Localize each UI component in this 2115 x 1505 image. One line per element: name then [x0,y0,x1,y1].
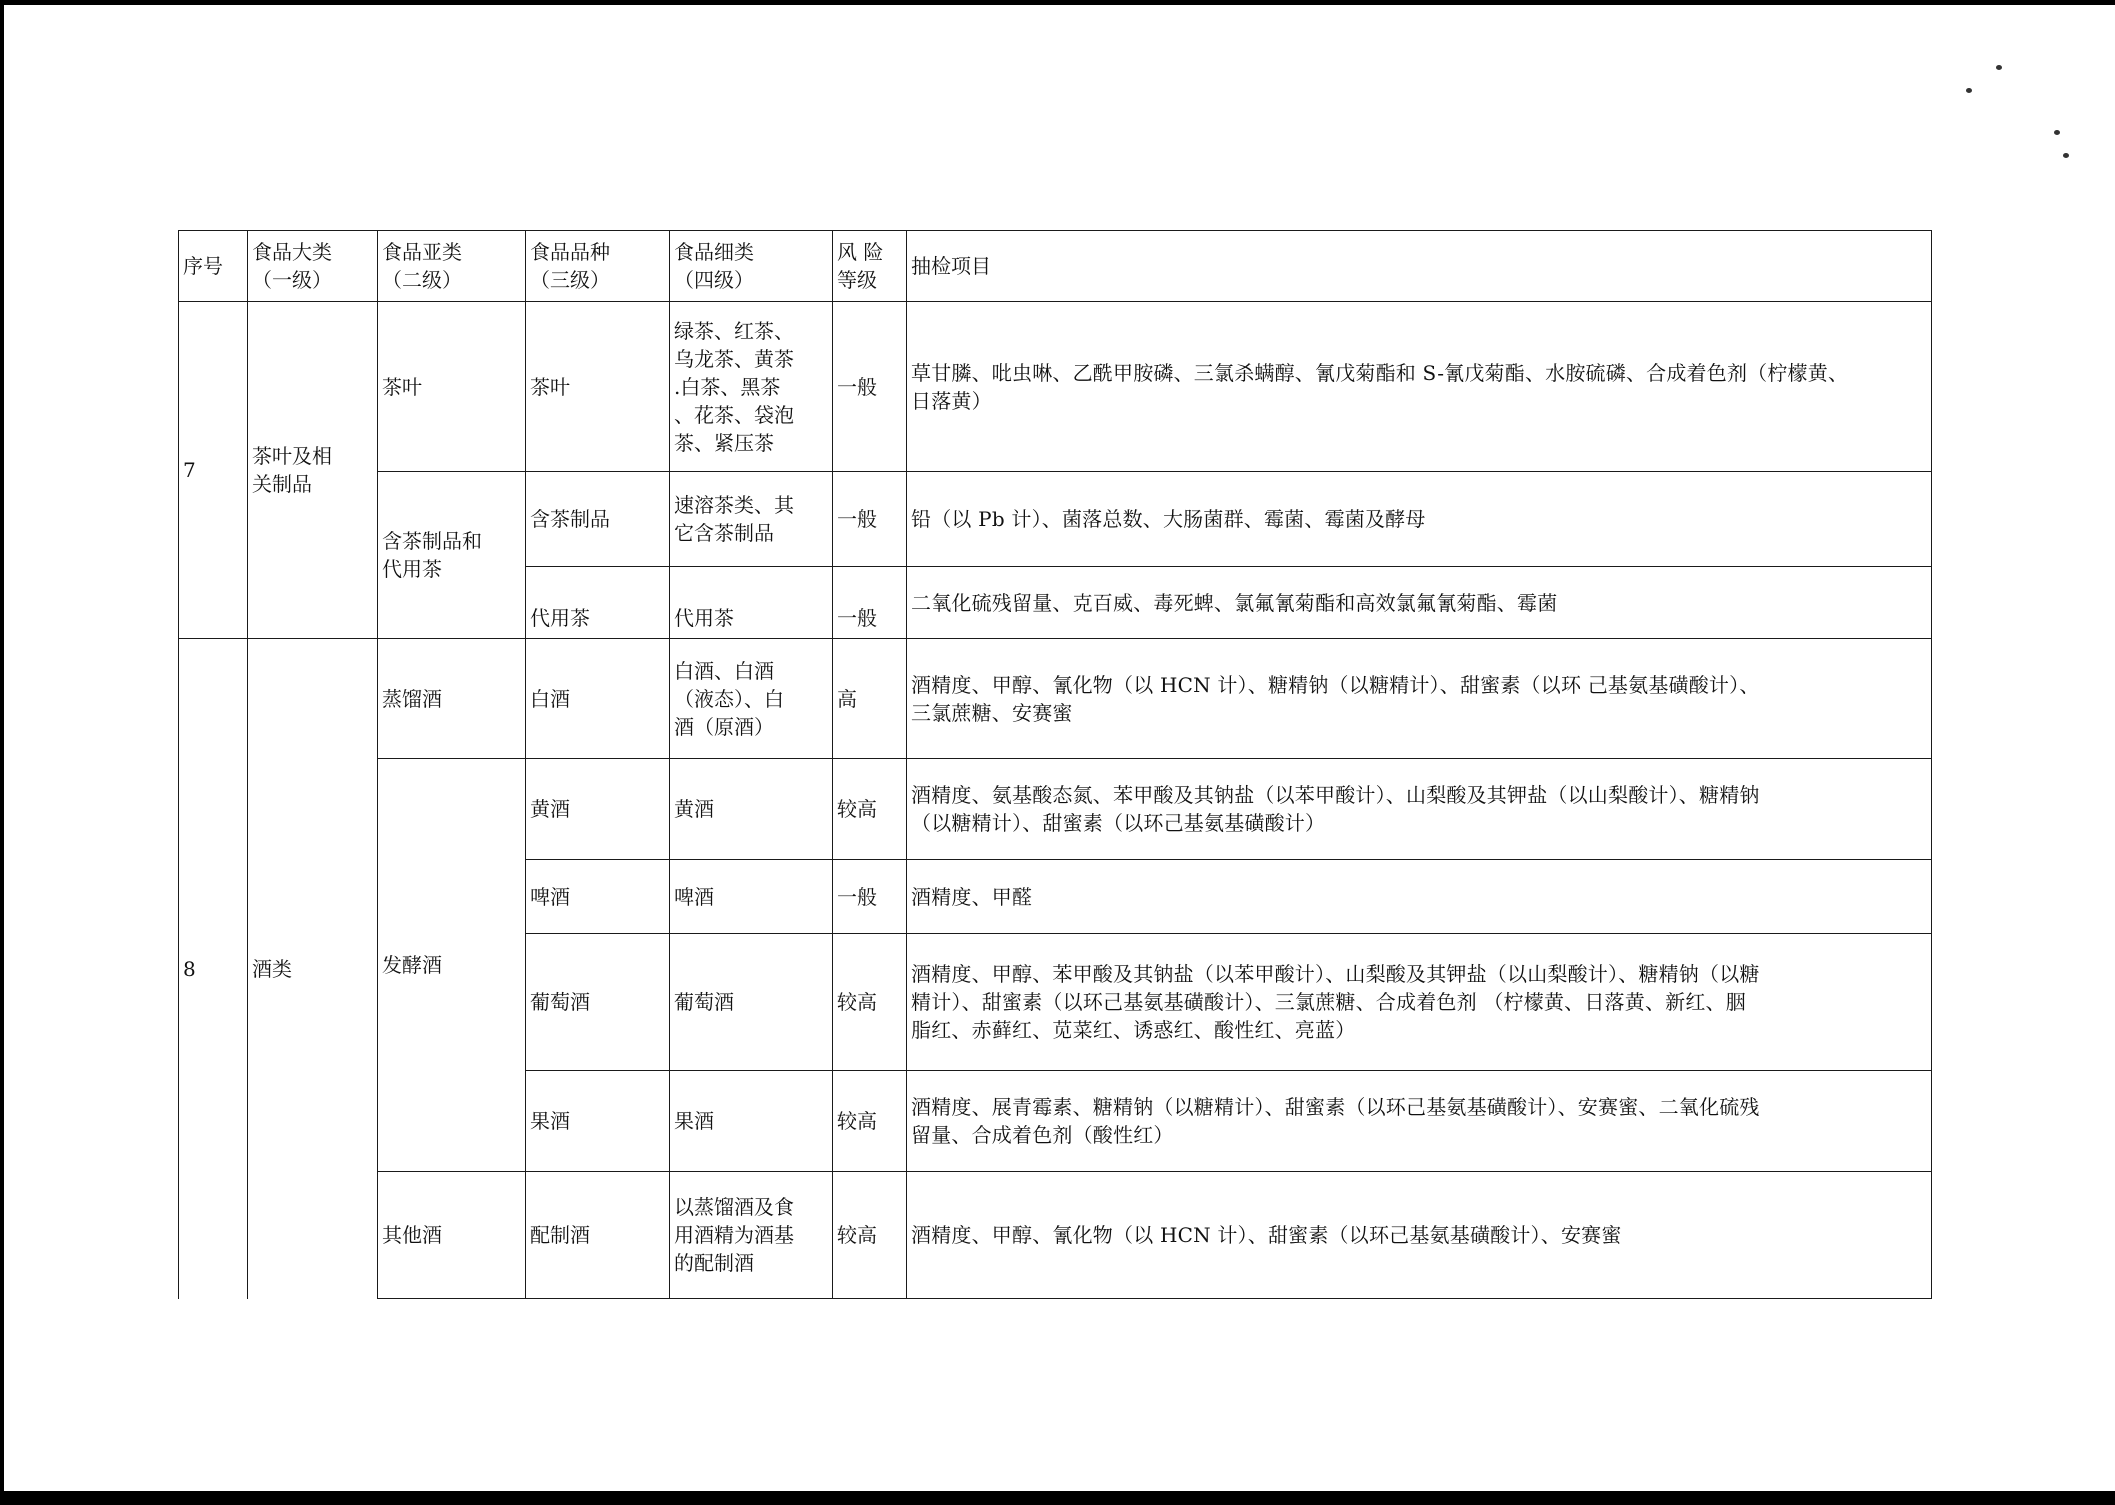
category-level4-cell: 以蒸馏酒及食 用酒精为酒基 的配制酒 [670,1172,833,1299]
scan-border-left [0,0,4,1505]
header-category-level3: 食品品种 （三级） [526,231,670,302]
header-risk-level: 风 险 等级 [833,231,907,302]
header-category-level2: 食品亚类 （二级） [378,231,526,302]
risk-level-cell: 较高 [833,1172,907,1299]
category-level4-cell: 葡萄酒 [670,934,833,1071]
scan-speck [1966,88,1972,93]
category-level2-cell: 茶叶 [378,302,526,472]
inspection-items-cell: 草甘膦、吡虫啉、乙酰甲胺磷、三氯杀螨醇、氰戊菊酯和 S-氰戊菊酯、水胺硫磷、合成着色剂（柠檬黄、 日落黄） [907,302,1932,472]
inspection-items-cell: 铅（以 Pb 计）、菌落总数、大肠菌群、霉菌、霉菌及酵母 [907,472,1932,567]
seq-cell: 8 [179,639,248,1299]
table-row [179,472,1932,567]
category-level4-cell: 代用茶 [670,567,833,639]
category-level1-cell: 茶叶及相 关制品 [248,302,378,639]
category-level4-cell: 绿茶、红茶、 乌龙茶、黄茶 .白茶、黑茶 、花茶、袋泡 茶、紧压茶 [670,302,833,472]
inspection-items-cell: 酒精度、氨基酸态氮、苯甲酸及其钠盐（以苯甲酸计）、山梨酸及其钾盐（以山梨酸计）、糖精钠 （以糖精计）、甜蜜素（以环己基氨基磺酸计） [907,759,1932,860]
category-level2-cell: 发酵酒 [378,759,526,1172]
category-level3-cell: 葡萄酒 [526,934,670,1071]
table-row [179,639,1932,759]
category-level4-cell: 速溶茶类、其 它含茶制品 [670,472,833,567]
category-level3-cell: 含茶制品 [526,472,670,567]
scan-border-top [0,0,2115,5]
category-level3-cell: 茶叶 [526,302,670,472]
category-level4-cell: 黄酒 [670,759,833,860]
inspection-items-cell: 二氧化硫残留量、克百威、毒死蜱、氯氟氰菊酯和高效氯氟氰菊酯、霉菌 [907,567,1932,639]
header-row [179,231,1932,302]
category-level3-cell: 黄酒 [526,759,670,860]
category-level3-cell: 啤酒 [526,860,670,934]
inspection-items-cell: 酒精度、甲醇、苯甲酸及其钠盐（以苯甲酸计）、山梨酸及其钾盐（以山梨酸计）、糖精钠（以糖 精计）、甜蜜素（以环己基氨基磺酸计）、三氯蔗糖、合成着色剂 （柠檬黄、日落黄、新红、胭 脂红、赤藓红、苋菜红、诱惑红、酸性红、亮蓝） [907,934,1932,1071]
category-level3-cell: 代用茶 [526,567,670,639]
category-level1-cell: 酒类 [248,639,378,1299]
table-row [179,759,1932,860]
risk-level-cell: 一般 [833,860,907,934]
category-level4-cell: 果酒 [670,1071,833,1172]
table-row [179,302,1932,472]
inspection-items-cell: 酒精度、甲醇、氰化物（以 HCN 计）、糖精钠（以糖精计）、甜蜜素（以环 己基氨基磺酸计）、 三氯蔗糖、安赛蜜 [907,639,1932,759]
header-inspection-items: 抽检项目 [907,231,1932,302]
category-level3-cell: 配制酒 [526,1172,670,1299]
header-seq: 序号 [179,231,248,302]
category-level2-cell: 含茶制品和 代用茶 [378,472,526,639]
risk-level-cell: 高 [833,639,907,759]
inspection-items-cell: 酒精度、甲醛 [907,860,1932,934]
risk-level-cell: 较高 [833,934,907,1071]
category-level3-cell: 白酒 [526,639,670,759]
risk-level-cell: 一般 [833,302,907,472]
risk-level-cell: 一般 [833,567,907,639]
scan-speck [2054,130,2060,135]
scan-speck [1996,65,2002,70]
category-level4-cell: 啤酒 [670,860,833,934]
scan-speck [2063,153,2069,158]
header-category-level4: 食品细类 （四级） [670,231,833,302]
inspection-items-cell: 酒精度、展青霉素、糖精钠（以糖精计）、甜蜜素（以环己基氨基磺酸计）、安赛蜜、二氧化硫残 留量、合成着色剂（酸性红） [907,1071,1932,1172]
category-level3-cell: 果酒 [526,1071,670,1172]
category-level2-cell: 蒸馏酒 [378,639,526,759]
seq-cell: 7 [179,302,248,639]
category-level4-cell: 白酒、白酒 （液态）、白 酒（原酒） [670,639,833,759]
scan-border-bottom [0,1491,2115,1505]
risk-level-cell: 一般 [833,472,907,567]
table-row [179,1172,1932,1299]
category-level2-cell: 其他酒 [378,1172,526,1299]
header-category-level1: 食品大类 （一级） [248,231,378,302]
risk-level-cell: 较高 [833,759,907,860]
food-sampling-table [178,230,1932,1299]
inspection-items-cell: 酒精度、甲醇、氰化物（以 HCN 计）、甜蜜素（以环己基氨基磺酸计）、安赛蜜 [907,1172,1932,1299]
risk-level-cell: 较高 [833,1071,907,1172]
